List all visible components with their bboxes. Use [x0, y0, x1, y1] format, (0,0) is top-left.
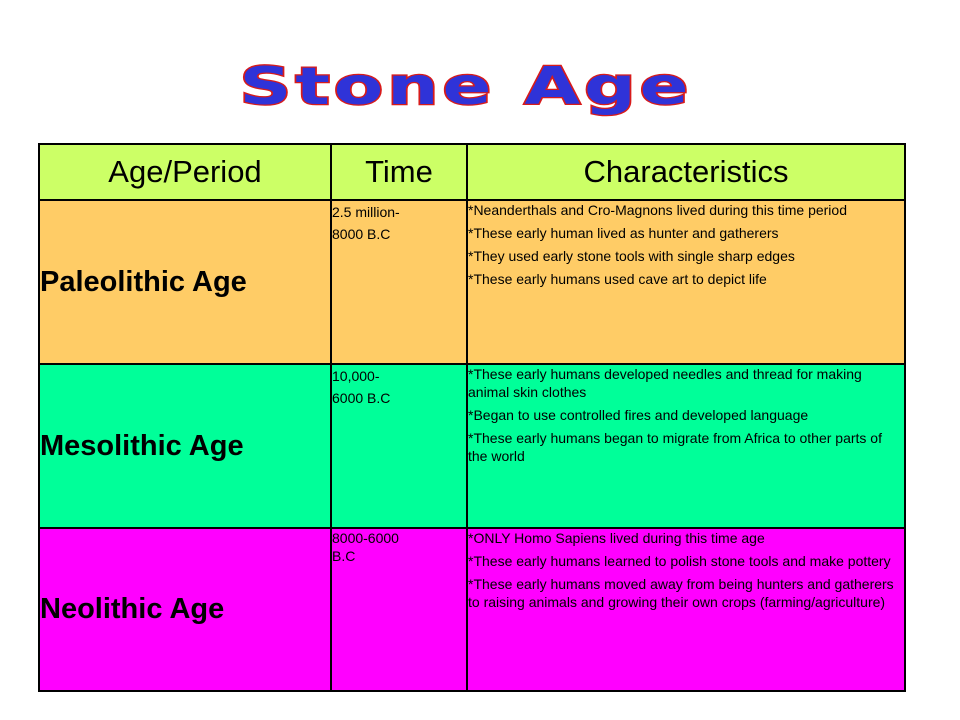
age-name: Paleolithic Age [39, 200, 331, 364]
header-age-period: Age/Period [39, 144, 331, 200]
characteristic-item: *Neanderthals and Cro-Magnons lived during this time period [468, 202, 847, 218]
slide-title: Stone Age [239, 56, 693, 117]
time-cell [331, 364, 467, 528]
characteristic-item: *These early human lived as hunter and gatherers [468, 225, 779, 241]
stone-age-table [38, 143, 906, 692]
time-line: 8000 B.C [332, 226, 391, 242]
header-time: Time [331, 144, 467, 200]
characteristics-cell [467, 364, 905, 528]
title-svg [0, 0, 960, 140]
table-row-paleolithic [39, 200, 905, 364]
time-line: 10,000- [332, 368, 380, 384]
characteristic-item: *They used early stone tools with single sharp edges [468, 248, 795, 264]
table-header-row [39, 144, 905, 200]
time-line: 2.5 million- [332, 204, 400, 220]
time-line: 6000 B.C [332, 390, 391, 406]
characteristic-item: *ONLY Homo Sapiens lived during this time age [468, 530, 765, 546]
age-name: Mesolithic Age [39, 364, 331, 528]
table-row-mesolithic [39, 364, 905, 528]
characteristic-item: *These early humans began to migrate from Africa to other parts of the world [468, 430, 882, 464]
characteristics-cell [467, 200, 905, 364]
characteristic-item: *Began to use controlled fires and developed language [468, 407, 809, 423]
characteristics-cell [467, 528, 905, 691]
characteristic-item: *These early humans developed needles and thread for making animal skin clothes [468, 366, 862, 400]
slide-title-wordart [0, 0, 960, 140]
characteristic-item: *These early humans used cave art to depict life [468, 271, 767, 287]
age-name: Neolithic Age [39, 528, 331, 691]
time-line: 8000-6000 B.C [332, 530, 399, 564]
time-cell [331, 528, 467, 691]
table-row-neolithic [39, 528, 905, 691]
characteristic-item: *These early humans learned to polish stone tools and make pottery [468, 553, 891, 569]
time-cell [331, 200, 467, 364]
header-characteristics: Characteristics [467, 144, 905, 200]
characteristic-item: *These early humans moved away from being hunters and gatherers to raising animals and growing their own crops (farming/agriculture) [468, 576, 894, 610]
